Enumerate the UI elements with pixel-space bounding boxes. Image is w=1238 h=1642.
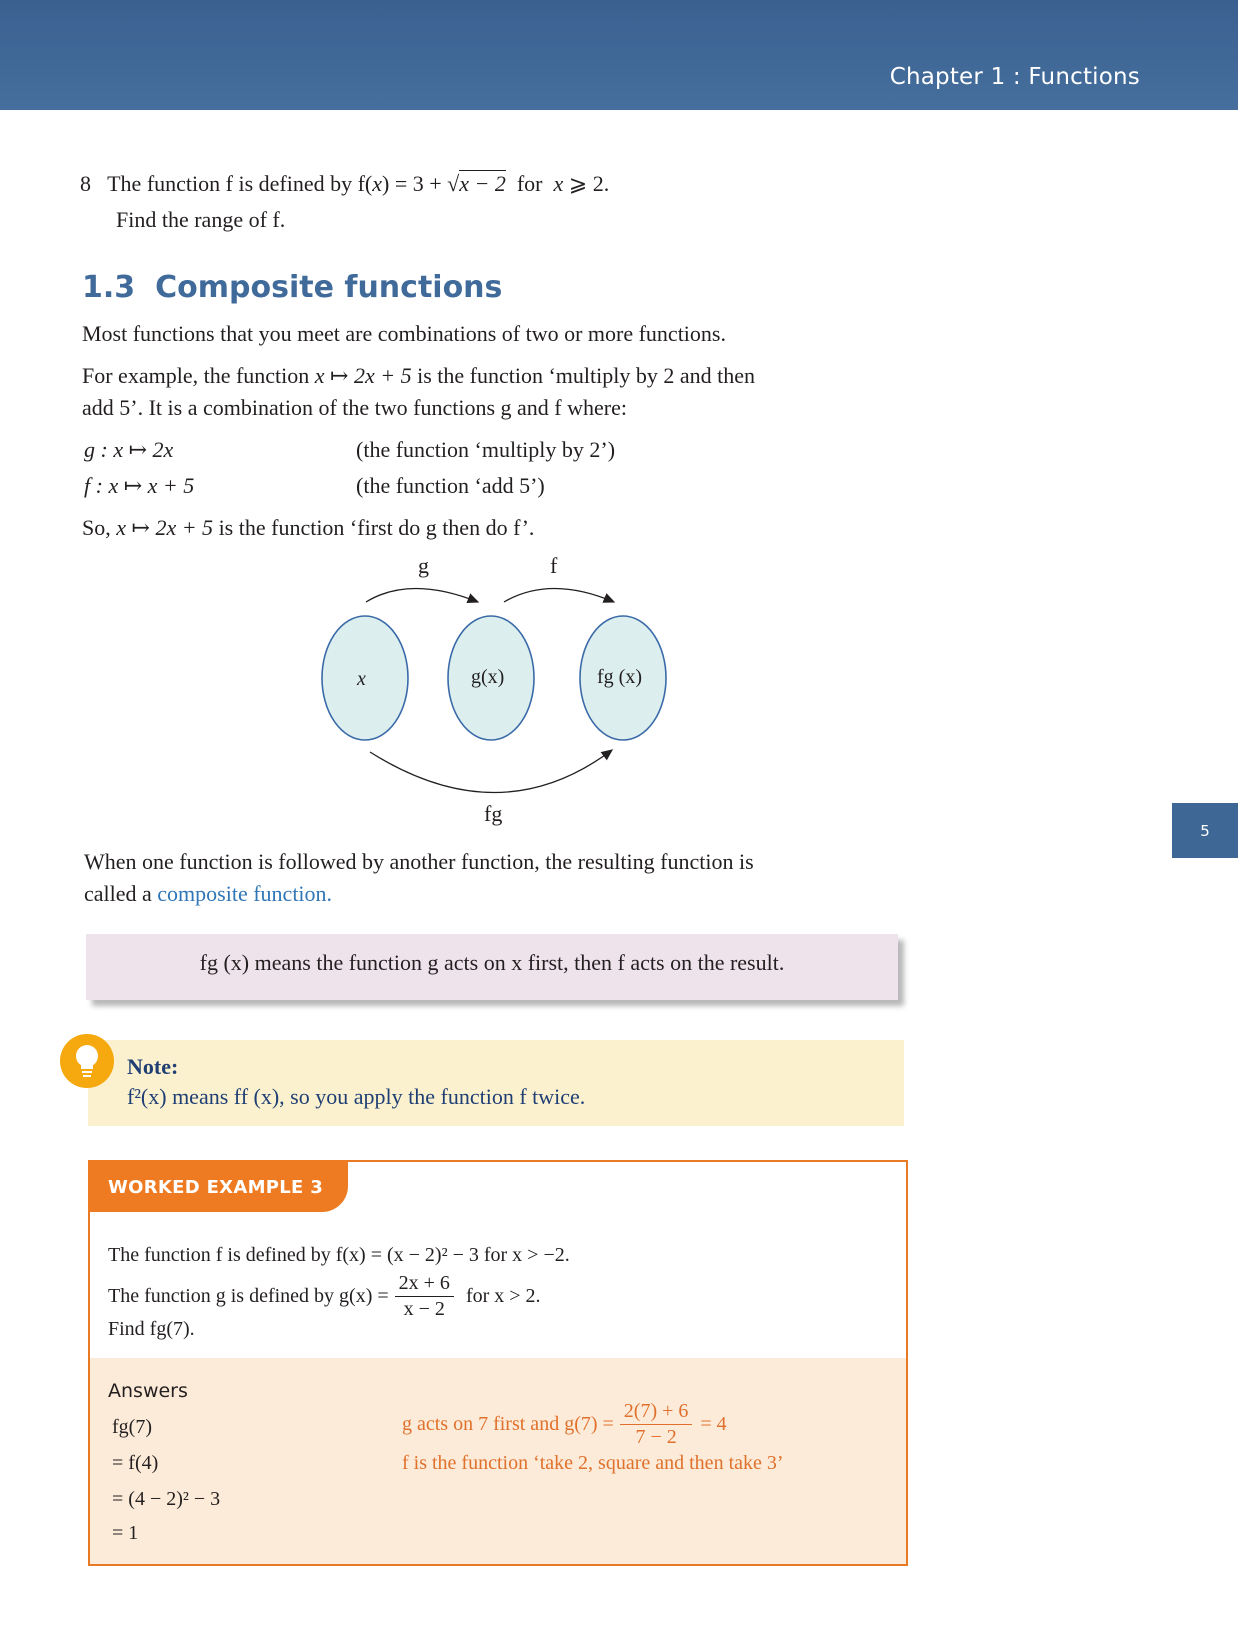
intro-text-post: is the function ‘multiply by 2 and then [411,363,755,388]
definition-box [86,934,898,1000]
worked-example-title: WORKED EXAMPLE 3 [108,1177,324,1198]
arrow-fg [370,750,612,793]
sqrt-symbol: √ [447,171,460,196]
explain1-post: = 4 [700,1413,727,1435]
note-title: Note: [127,1054,179,1079]
we-q2-post: for x > 2. [465,1285,541,1307]
answer-step-1: fg(7) [112,1416,152,1438]
section-heading [82,270,502,305]
question-number: 8 [80,171,91,196]
section-number: 1.3 [82,270,136,305]
note-text: f²(x) means ff (x), so you apply the function f twice. [127,1084,586,1109]
explain1-denominator: 7 − 2 [635,1426,677,1448]
composite-pre: called a [84,881,158,906]
question-for: for [516,171,543,196]
so-math: x ↦ 2x + 5 [116,515,214,540]
arrow-g [366,589,478,603]
diagram-label-f: f [550,553,558,578]
question-var: x [372,171,383,196]
composite-line-2 [84,878,332,910]
we-q2-fraction [395,1272,454,1321]
page-number-tab: 5 [1172,803,1238,858]
chapter-title: Chapter 1 : Functions [889,64,1140,90]
oval-gx-label: g(x) [471,666,505,688]
section-title: Composite functions [155,270,503,305]
intro-paragraph-2-line1 [82,360,755,392]
chapter-header-bar [0,0,1238,110]
question-8-line2: Find the range of f. [116,207,286,232]
we-question-line-1: The function f is defined by f(x) = (x − 2)² − 3 for x > −2. [108,1244,570,1266]
condition: ⩾ 2. [563,171,610,196]
note-box [88,1040,904,1126]
intro-paragraph-1: Most functions that you meet are combinations of two or more functions. [82,321,726,346]
lightbulb-icon [60,1034,114,1088]
definition-g: g : x ↦ 2x [84,437,174,462]
so-line [82,512,534,544]
we-question-line-2 [108,1272,541,1321]
definition-f: f : x ↦ x + 5 [84,473,195,498]
intro-paragraph-2-line2: add 5’. It is a combination of the two functions g and f where: [82,395,627,420]
oval-x-label: x [357,668,366,690]
we-question-line-3: Find fg(7). [108,1318,195,1340]
answer-step-3: = (4 − 2)² − 3 [112,1488,221,1510]
answers-heading: Answers [108,1380,188,1402]
answer-step-4: = 1 [112,1522,139,1544]
fraction-denominator: x − 2 [403,1298,445,1320]
arrow-f [504,589,614,603]
question-8 [80,168,609,200]
diagram-label-fg: fg [484,801,503,826]
question-text-mid: ) = 3 + [382,171,448,196]
explanation-1 [402,1400,727,1449]
we-q2-pre: The function g is defined by g(x) = [108,1285,389,1307]
question-text-pre: The function f is defined by f( [107,171,373,196]
explain1-numerator: 2(7) + 6 [620,1400,693,1425]
condition-var: x [553,171,564,196]
intro-text: For example, the function [82,363,315,388]
definition-text: fg (x) means the function g acts on x first, then f acts on the result. [199,950,785,975]
definition-g-desc: (the function ‘multiply by 2’) [356,437,616,462]
intro-math: x ↦ 2x + 5 [314,363,412,388]
so-post: is the function ‘first do g then do f’. [213,515,535,540]
diagram-label-g: g [418,553,429,578]
composite-term-link[interactable]: composite function. [157,881,333,906]
fraction-numerator: 2x + 6 [395,1272,454,1297]
explanation-2: f is the function ‘take 2, square and then take 3’ [402,1452,784,1474]
explain1-pre: g acts on 7 first and g(7) = [402,1413,614,1435]
composite-line-1: When one function is followed by another function, the resulting function is [84,849,754,874]
definition-f-desc: (the function ‘add 5’) [356,473,545,498]
radicand: x − 2 [459,171,506,196]
oval-fgx-label: fg (x) [597,666,642,688]
so-pre: So, [82,515,117,540]
answer-step-2: = f(4) [112,1452,159,1474]
explain1-fraction [620,1400,693,1449]
